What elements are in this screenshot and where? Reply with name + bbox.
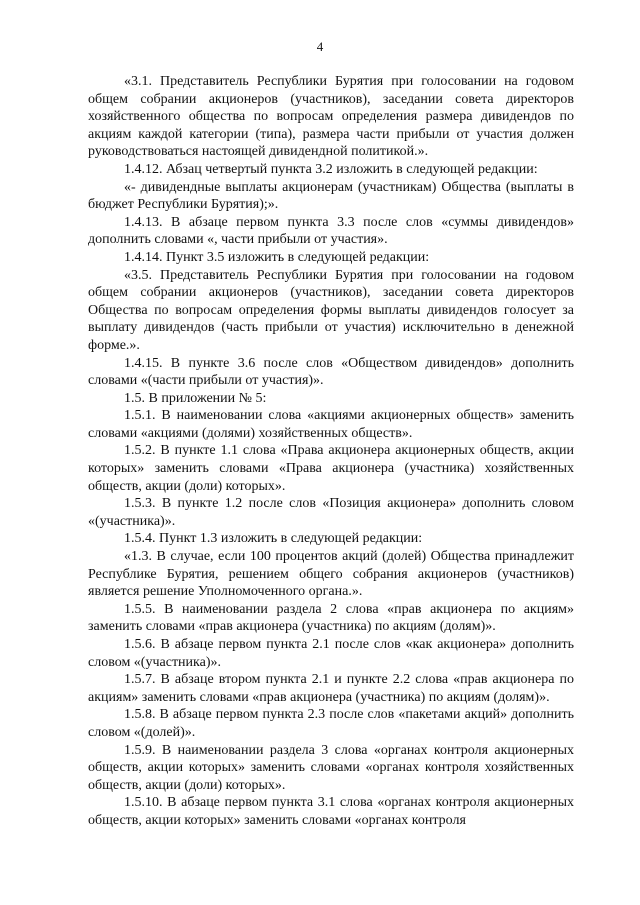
paragraph-1-5-1: 1.5.1. В наименовании слова «акциями акционерных обществ» заменить словами «акциями (долями) хозяйственных обществ».: [88, 408, 574, 441]
paragraph-1-4-12: 1.4.12. Абзац четвертый пункта 3.2 изложить в следующей редакции:: [124, 161, 538, 177]
paragraph-1-4-12-quote: «- дивидендные выплаты акционерам (участникам) Общества (выплаты в бюджет Республики Бурятия);».: [88, 179, 574, 213]
paragraph-3-1-quote: «3.1. Представитель Республики Бурятия при голосовании на годовом общем собрании акционеров (участников), заседании совета директоров хозяйственного общества по вопросам определения размера дивидендов по акциям каждой категории (типа), размера части прибыли от участия должен руководствоваться настоящей дивидендной политикой.».: [88, 74, 574, 160]
paragraph-3-5-quote: «3.5. Представитель Республики Бурятия при голосовании на годовом общем собрании акционеров (участников), заседании совета директоров Общества по вопросам определения формы выплаты дивидендов голосует за выплату дивидендов (часть прибыли от участия) исключительно в денежной форме.».: [88, 267, 574, 353]
paragraph-1-5-2: 1.5.2. В пункте 1.1 слова «Права акционера акционерных обществ, акции которых» заменить словами «Права акционера (участника) хозяйственных обществ, акции (доли) которых».: [88, 443, 574, 494]
paragraph-1-4-15: 1.4.15. В пункте 3.6 после слов «Обществом дивидендов» дополнить словами «(части прибыли от участия)».: [88, 355, 574, 389]
paragraph-1-5: 1.5. В приложении № 5:: [124, 390, 267, 406]
paragraph-1-5-9: 1.5.9. В наименовании раздела 3 слова «органах контроля акционерных обществ, акции которых» заменить словами «органах контроля хозяйственных обществ, акции (доли) которых».: [88, 742, 574, 793]
paragraph-1-5-6: 1.5.6. В абзаце первом пункта 2.1 после слов «как акционера» дополнить словом «(участника)».: [88, 637, 574, 670]
paragraph-1-3-quote: «1.3. В случае, если 100 процентов акций (долей) Общества принадлежит Республике Бурятия, решением общего собрания акционеров (участников) является решение Уполномоченного органа.».: [88, 549, 574, 600]
paragraph-1-5-3: 1.5.3. В пункте 1.2 после слов «Позиция акционера» дополнить словом «(участника)».: [88, 496, 574, 529]
paragraph-1-5-8: 1.5.8. В абзаце первом пункта 2.3 после слов «пакетами акций» дополнить словом «(долей)».: [88, 707, 574, 740]
paragraph-1-5-5: 1.5.5. В наименовании раздела 2 слова «прав акционера по акциям» заменить словами «прав акционера (участника) по акциям (долям)».: [88, 601, 574, 635]
paragraph-1-4-14: 1.4.14. Пункт 3.5 изложить в следующей редакции:: [124, 249, 430, 265]
paragraph-1-5-10: 1.5.10. В абзаце первом пункта 3.1 слова «органах контроля акционерных обществ, акции которых» заменить словами «органах контроля: [88, 795, 574, 828]
paragraph-1-5-4: 1.5.4. Пункт 1.3 изложить в следующей редакции:: [124, 531, 423, 547]
paragraph-1-4-13: 1.4.13. В абзаце первом пункта 3.3 после слов «суммы дивидендов» дополнить словами «, части прибыли от участия».: [88, 214, 574, 248]
paragraph-1-5-7: 1.5.7. В абзаце втором пункта 2.1 и пункте 2.2 слова «прав акционера по акциям» заменить словами «прав акционера (участника) по акциям (долям)».: [88, 672, 574, 705]
document-body: [88, 73, 574, 830]
page-number: 4: [316, 39, 324, 54]
